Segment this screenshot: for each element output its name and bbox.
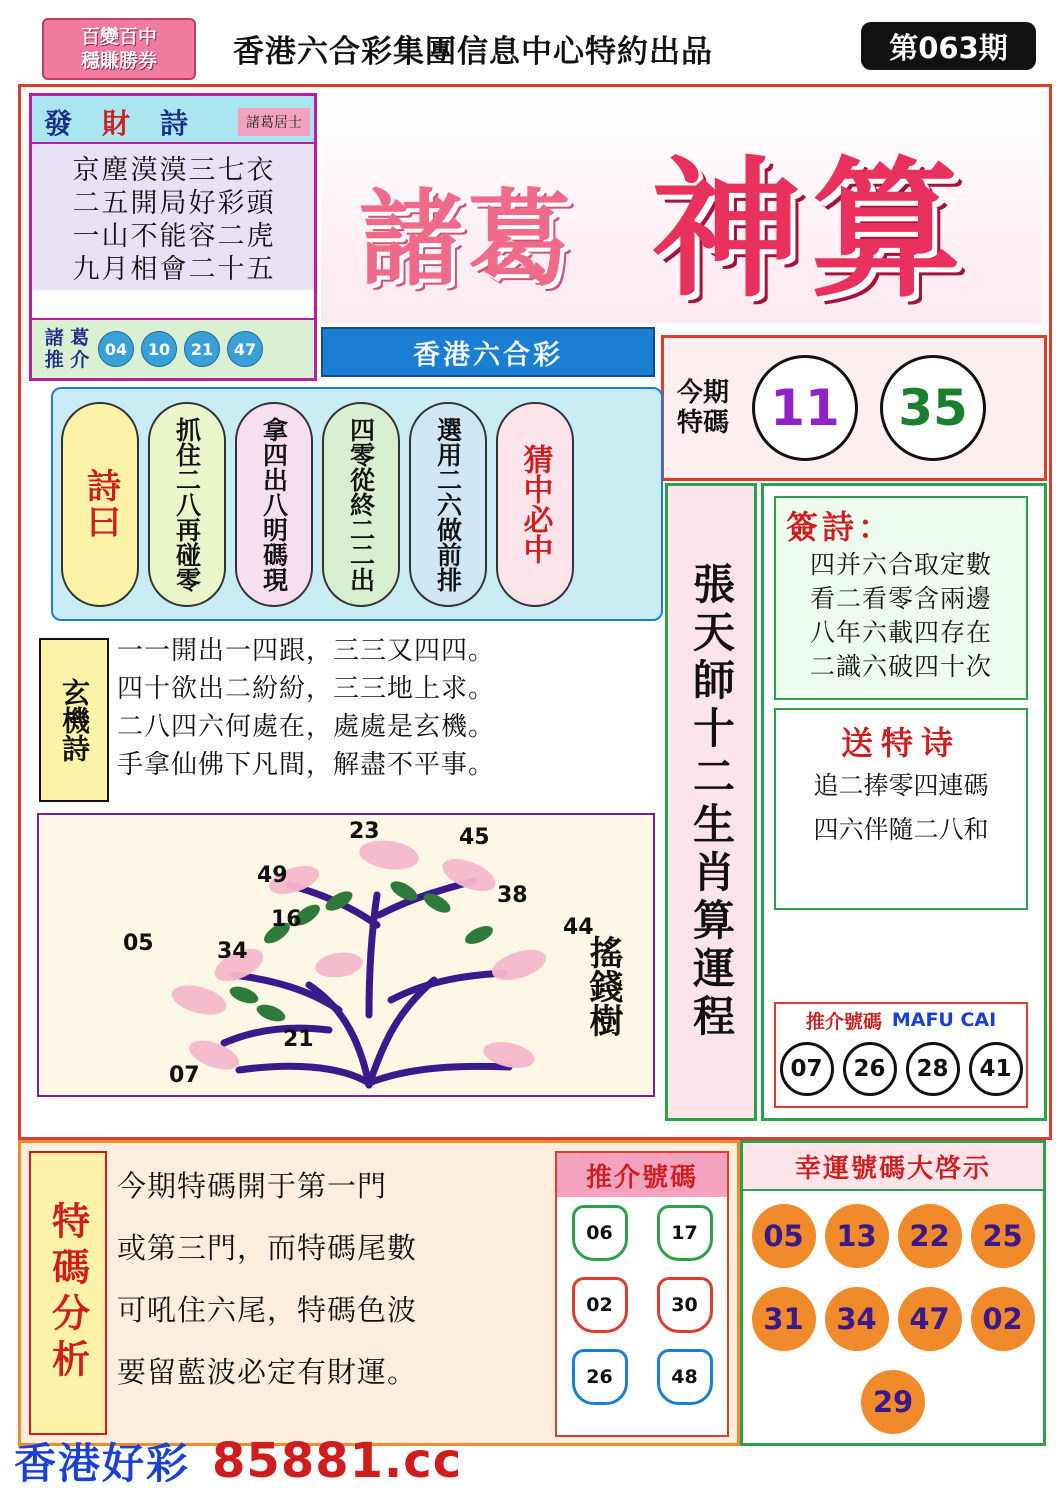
tuijian-row-1 bbox=[557, 1197, 727, 1269]
lucky-ball-4: 25 bbox=[971, 1204, 1035, 1268]
tuijian-shield-06: 06 bbox=[572, 1205, 628, 1261]
facai-char-3: 詩 bbox=[160, 107, 189, 140]
recommend-ball-3: 28 bbox=[906, 1042, 960, 1096]
tuijian-row-2 bbox=[557, 1269, 727, 1341]
xuanji-line-3: 二八四六何處在，處處是玄機。 bbox=[117, 712, 496, 742]
tree-number-38: 38 bbox=[497, 883, 528, 908]
facai-line-4: 九月相會二十五 bbox=[72, 254, 276, 285]
tema-line-4: 要留藍波必定有財運。 bbox=[117, 1355, 418, 1389]
facai-line-1: 京塵漠漠三七衣 bbox=[72, 155, 276, 186]
brand-title-part1: 諸葛 bbox=[359, 178, 576, 300]
today-special-number-1: 11 bbox=[752, 355, 858, 461]
lucky-ball-7: 47 bbox=[898, 1287, 962, 1351]
tema-line-3: 可吼住六尾，特碼色波 bbox=[117, 1293, 418, 1327]
qianshi-title: 簽詩： bbox=[786, 508, 895, 546]
tree-number-44: 44 bbox=[563, 915, 594, 940]
recommend-label-cn: 推介號碼 bbox=[805, 1010, 882, 1033]
facai-recommend-label-top: 諸 葛 bbox=[44, 327, 90, 349]
today-special-box bbox=[661, 335, 1047, 481]
tema-line-2: 或第三門，而特碼尾數 bbox=[117, 1231, 418, 1265]
capsule-1: 抓住二八再碰零 bbox=[148, 402, 226, 607]
capsule-4: 選用二六做前排 bbox=[409, 402, 487, 607]
qianshi-box bbox=[774, 496, 1028, 700]
footer-site-name: 香港好彩 bbox=[14, 1439, 191, 1488]
tree-number-45: 45 bbox=[459, 825, 490, 850]
recommend-ball-4: 41 bbox=[969, 1042, 1023, 1096]
top-header bbox=[18, 14, 1046, 84]
recommend-box bbox=[774, 1002, 1028, 1108]
footer-url: 85881.cc bbox=[212, 1433, 463, 1489]
tema-line-1: 今期特碼開于第一門 bbox=[117, 1169, 388, 1203]
issue-badge: 第063期 bbox=[861, 22, 1036, 70]
lucky-ball-3: 22 bbox=[898, 1204, 962, 1268]
facai-header bbox=[32, 96, 314, 144]
tuijian-row-3 bbox=[557, 1341, 727, 1413]
money-tree-illustration bbox=[37, 813, 655, 1097]
tema-analysis-box bbox=[18, 1140, 740, 1446]
songte-box bbox=[774, 708, 1028, 910]
tuijian-shield-17: 17 bbox=[657, 1205, 713, 1261]
tree-number-21: 21 bbox=[283, 1027, 314, 1052]
capsule-2: 拿四出八明碼現 bbox=[235, 402, 313, 607]
money-tree-label: 搖錢樹 bbox=[583, 935, 623, 1037]
logo-line-2: 穩賺勝券 bbox=[80, 50, 157, 72]
qianshi-line-4: 二識六破四十次 bbox=[809, 652, 992, 681]
lucky-grid bbox=[743, 1191, 1043, 1447]
facai-poem-lines bbox=[32, 144, 314, 290]
tema-lines bbox=[117, 1155, 547, 1403]
tuijian-shield-48: 48 bbox=[657, 1349, 713, 1405]
facai-recommend-label-bottom: 推 介 bbox=[44, 349, 90, 371]
lucky-ball-9: 29 bbox=[861, 1370, 925, 1434]
songte-line-2: 四六伴隨二八和 bbox=[813, 815, 989, 844]
right-panel bbox=[761, 483, 1047, 1121]
qianshi-line-1: 四并六合取定數 bbox=[809, 550, 992, 579]
qianshi-line-2: 看二看零含兩邊 bbox=[809, 584, 992, 613]
facai-char-1: 發 bbox=[44, 107, 73, 140]
today-special-label: 今期特碼 bbox=[676, 378, 729, 438]
tuijian-shield-30: 30 bbox=[657, 1277, 713, 1333]
xuanji-line-1: 一一開出一四跟，三三又四四。 bbox=[117, 636, 496, 666]
facai-char-2: 財 bbox=[102, 107, 131, 140]
tree-number-23: 23 bbox=[349, 819, 380, 844]
xuanji-line-2: 四十欲出二紛紛，三三地上求。 bbox=[117, 674, 496, 704]
tema-label: 特碼分析 bbox=[29, 1151, 107, 1435]
recommend-label-en: MAFU CAI bbox=[891, 1009, 997, 1031]
brand-logo bbox=[42, 18, 196, 80]
lucky-ball-5: 31 bbox=[752, 1287, 816, 1351]
recommend-ball-1: 07 bbox=[780, 1042, 834, 1096]
songte-title: 送特诗 bbox=[840, 724, 961, 762]
facai-line-3: 一山不能容二虎 bbox=[72, 221, 276, 252]
xuanji-label: 玄機詩 bbox=[39, 638, 109, 802]
recommend-ball-2: 26 bbox=[843, 1042, 897, 1096]
qianshi-line-3: 八年六載四存在 bbox=[809, 618, 992, 647]
recommend-header bbox=[776, 1004, 1026, 1036]
facai-recommend-row bbox=[32, 318, 314, 378]
tree-number-34: 34 bbox=[217, 939, 248, 964]
bottom-section bbox=[18, 1140, 1046, 1440]
hk-lottery-bar: 香港六合彩 bbox=[321, 327, 655, 377]
capsule-shiyue: 詩曰 bbox=[61, 402, 139, 607]
lucky-numbers-box bbox=[740, 1140, 1046, 1446]
capsule-5: 猜中必中 bbox=[496, 402, 574, 607]
lucky-ball-8: 02 bbox=[971, 1287, 1035, 1351]
xuanji-line-4: 手拿仙佛下凡間，解盡不平事。 bbox=[117, 750, 496, 780]
zhang-tianshi-banner bbox=[665, 483, 757, 1121]
lucky-ball-6: 34 bbox=[825, 1287, 889, 1351]
today-special-number-2: 35 bbox=[880, 355, 986, 461]
xuanji-poem bbox=[39, 632, 651, 812]
lucky-ball-2: 13 bbox=[825, 1204, 889, 1268]
facai-line-2: 二五開局好彩頭 bbox=[72, 188, 276, 219]
tree-number-05: 05 bbox=[123, 931, 154, 956]
main-frame bbox=[18, 84, 1052, 1140]
tree-number-49: 49 bbox=[257, 863, 288, 888]
facai-ball-1: 04 bbox=[98, 331, 134, 367]
facai-author: 諸葛居士 bbox=[238, 108, 310, 136]
tuijian-title: 推介號碼 bbox=[557, 1153, 727, 1197]
brand-title-part2: 神算 bbox=[651, 144, 972, 318]
shiyue-capsule-row bbox=[51, 387, 663, 621]
tree-number-16: 16 bbox=[271, 907, 302, 932]
facai-recommend-label bbox=[32, 327, 98, 371]
lucky-ball-1: 05 bbox=[752, 1204, 816, 1268]
recommend-balls bbox=[776, 1042, 1026, 1096]
lucky-title: 幸運號碼大啓示 bbox=[743, 1143, 1043, 1191]
tree-number-07: 07 bbox=[169, 1063, 200, 1088]
xuanji-lines bbox=[117, 632, 651, 784]
tuijian-shield-02: 02 bbox=[572, 1277, 628, 1333]
songte-line-1: 追二捧零四連碼 bbox=[813, 771, 989, 800]
page-title: 香港六合彩集團信息中心特約出品 bbox=[233, 34, 713, 70]
logo-line-1: 百變百中 bbox=[80, 26, 157, 48]
facai-poem-box bbox=[29, 93, 317, 381]
capsule-3: 四零從終二二出 bbox=[322, 402, 400, 607]
zhang-tianshi-text: 張天師十二生肖算運程 bbox=[687, 562, 736, 1042]
facai-ball-2: 10 bbox=[141, 331, 177, 367]
footer-bar bbox=[0, 1432, 1063, 1490]
brand-title-art bbox=[321, 93, 1041, 323]
facai-ball-3: 21 bbox=[184, 331, 220, 367]
tuijian-shield-26: 26 bbox=[572, 1349, 628, 1405]
facai-ball-4: 47 bbox=[227, 331, 263, 367]
tuijian-number-box bbox=[555, 1151, 729, 1437]
